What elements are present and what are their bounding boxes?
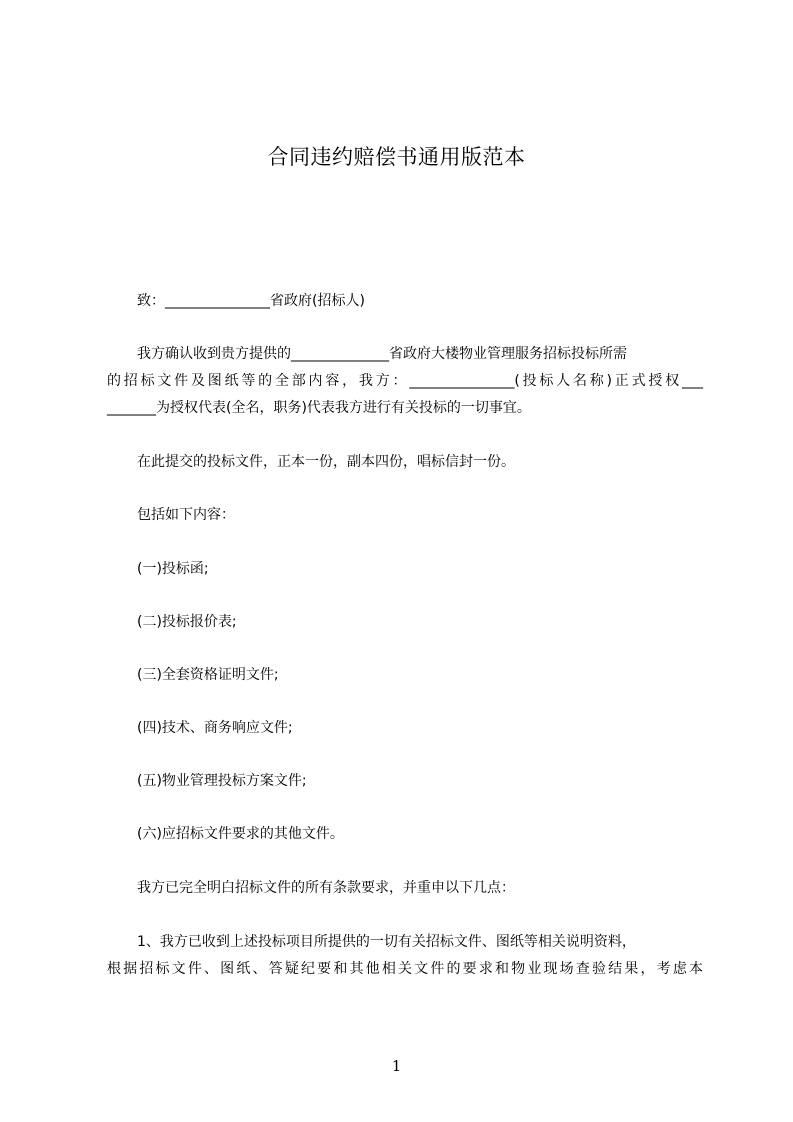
paragraph-line: 1、我方已收到上述投标项目所提供的一切有关招标文件、图纸等相关说明资料， bbox=[137, 934, 636, 950]
page-number: 1 bbox=[391, 1057, 402, 1075]
paragraph-line: 我方已完全明白招标文件的所有条款要求，并重申以下几点： bbox=[137, 880, 515, 896]
list-item: (五)物业管理投标方案文件; bbox=[137, 773, 307, 789]
paragraph-line: 在此提交的投标文件，正本一份，副本四份，唱标信封一份。 bbox=[137, 454, 515, 470]
list-item: (三)全套资格证明文件; bbox=[137, 667, 279, 683]
list-item: (四)技术、商务响应文件; bbox=[137, 720, 293, 736]
paragraph-line: 我方确认收到贵方提供的______________省政府大楼物业管理服务招标投标所需 bbox=[137, 346, 627, 362]
document-title: 合同违约赔偿书通用版范本 bbox=[267, 145, 526, 169]
paragraph-line: 包括如下内容： bbox=[137, 507, 235, 523]
paragraph-line: _______为授权代表(全名，职务)代表我方进行有关投标的一切事宜。 bbox=[107, 400, 531, 416]
paragraph-line: 根据招标文件、图纸、答疑纪要和其他相关文件的要求和物业现场查验结果，考虑本 bbox=[107, 961, 703, 977]
list-item: (一)投标函; bbox=[137, 561, 209, 577]
paragraph-line: 的招标文件及图纸等的全部内容，我方：_______________(投标人名称)正式授权___ bbox=[107, 373, 703, 389]
list-item: (二)投标报价表; bbox=[137, 614, 237, 630]
list-item: (六)应招标文件要求的其他文件。 bbox=[137, 826, 344, 842]
recipient-line: 致：_______________省政府(招标人) bbox=[137, 293, 365, 309]
